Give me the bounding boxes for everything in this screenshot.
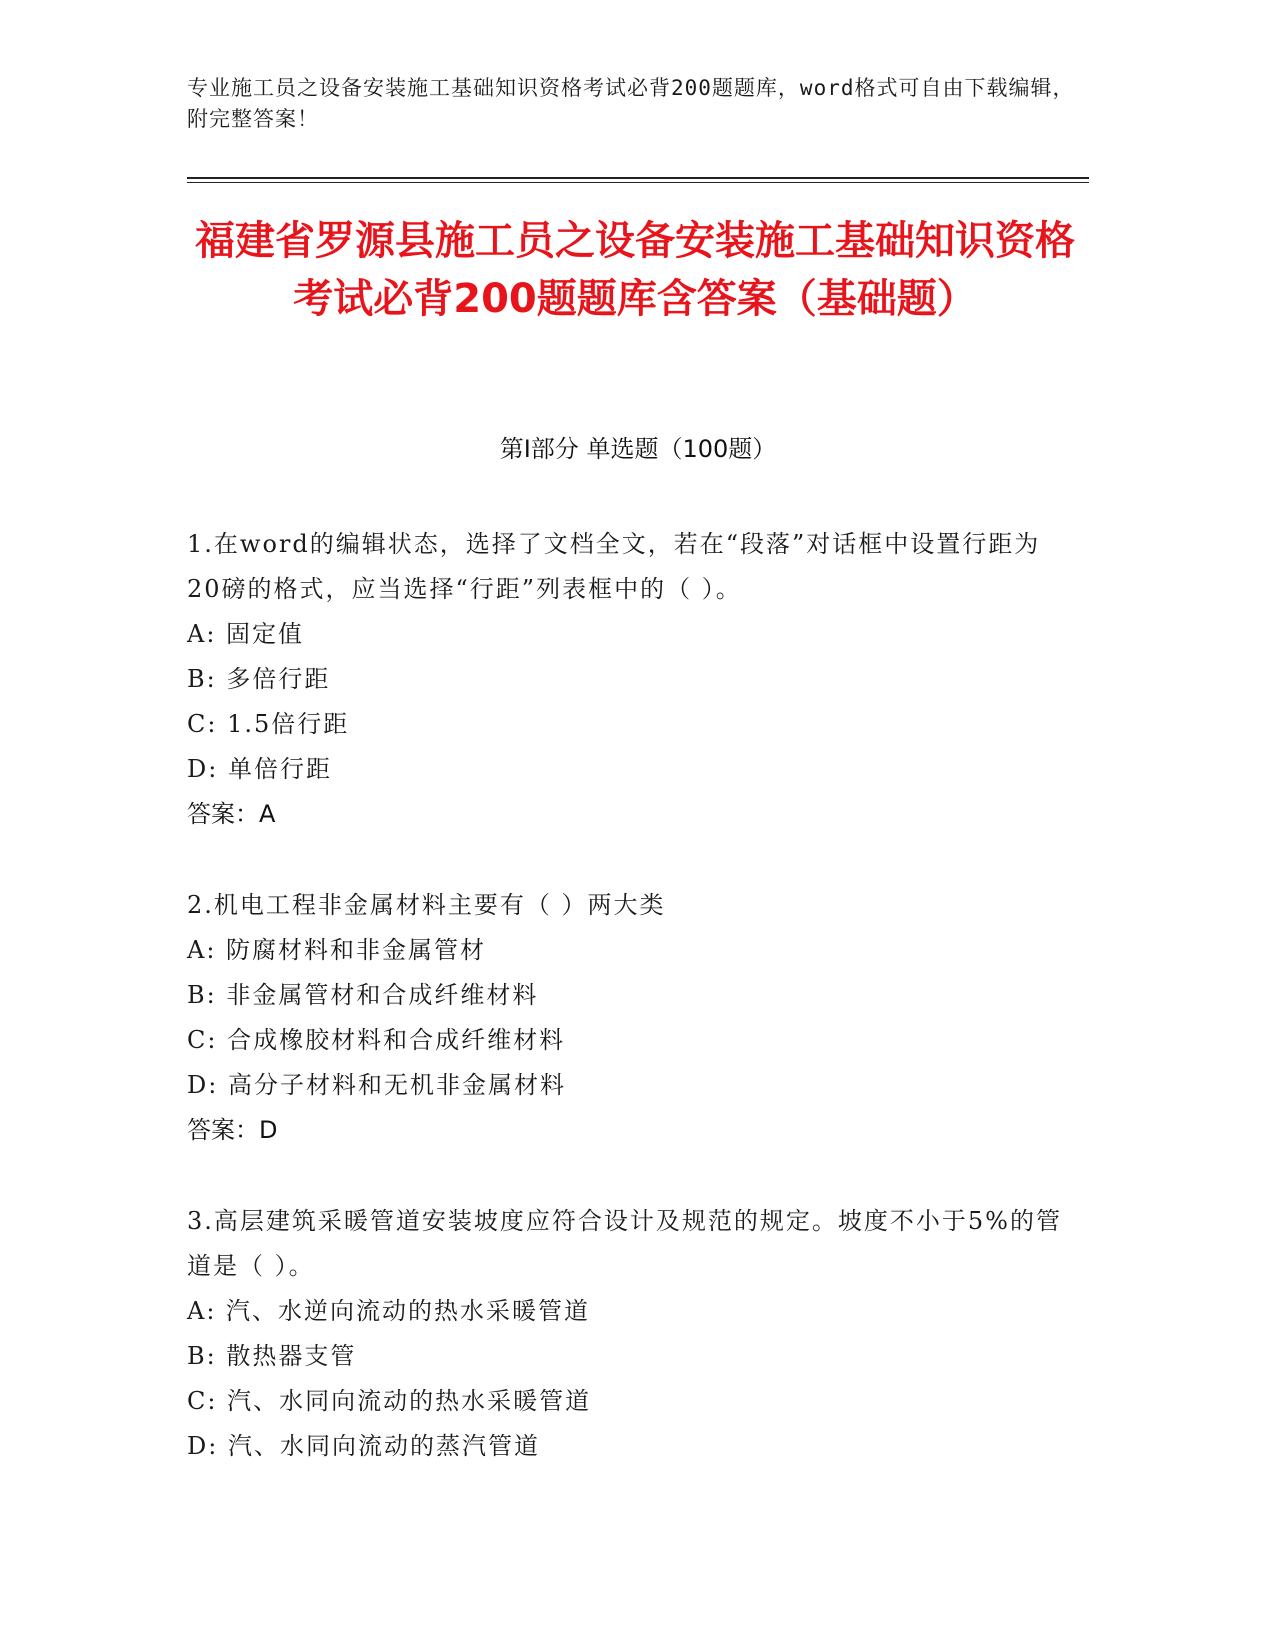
option-c: C: 汽、水同向流动的热水采暖管道 xyxy=(187,1387,592,1415)
option-b: B: 非金属管材和合成纤维材料 xyxy=(187,981,539,1009)
question-1 xyxy=(187,522,1067,837)
header-note: 专业施工员之设备安装施工基础知识资格考试必背200题题库，word格式可自由下载编辑，附完整答案！ xyxy=(187,76,1075,131)
option-b: B: 散热器支管 xyxy=(187,1342,357,1370)
option-d: D: 高分子材料和无机非金属材料 xyxy=(187,1071,566,1099)
header-rule-thick xyxy=(187,177,1089,179)
question-stem: 2.机电工程非金属材料主要有（ ）两大类 xyxy=(187,891,666,919)
option-a: A: 汽、水逆向流动的热水采暖管道 xyxy=(187,1297,591,1325)
option-b: B: 多倍行距 xyxy=(187,665,331,693)
option-c: C: 1.5倍行距 xyxy=(187,710,350,738)
option-d: D: 汽、水同向流动的蒸汽管道 xyxy=(187,1432,540,1460)
question-2 xyxy=(187,883,1067,1153)
section-heading: 第Ⅰ部分 单选题（100题） xyxy=(499,435,777,463)
option-d: D: 单倍行距 xyxy=(187,755,332,783)
document-title: 福建省罗源县施工员之设备安装施工基础知识资格考试必背200题题库含答案（基础题） xyxy=(195,218,1075,322)
question-list xyxy=(187,522,1067,1515)
option-a: A: 防腐材料和非金属管材 xyxy=(187,936,487,964)
answer-line: 答案：D xyxy=(187,1116,278,1144)
header-rule-thin xyxy=(187,182,1089,183)
question-3 xyxy=(187,1199,1067,1469)
question-stem: 1.在word的编辑状态，选择了文档全文，若在“段落”对话框中设置行距为20磅的格式，应当选择“行距”列表框中的（ ）。 xyxy=(187,530,1041,603)
option-a: A: 固定值 xyxy=(187,620,305,648)
question-stem: 3.高层建筑采暖管道安装坡度应符合设计及规范的规定。坡度不小于5%的管道是（ ）。 xyxy=(187,1207,1062,1280)
answer-line: 答案：A xyxy=(187,800,276,828)
option-c: C: 合成橡胶材料和合成纤维材料 xyxy=(187,1026,566,1054)
